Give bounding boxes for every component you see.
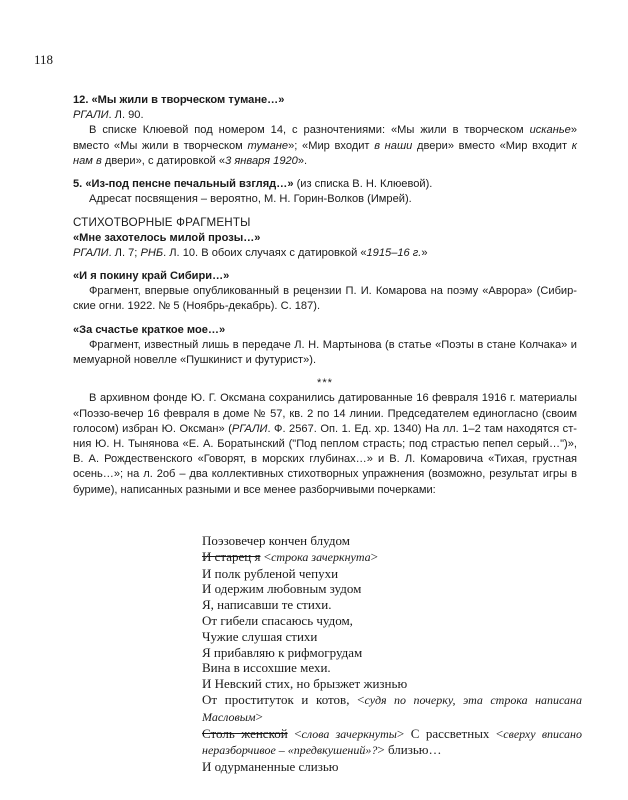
entry-note: Адресат посвящения – вероятно, М. Н. Горин-Волков (Имрей). <box>89 193 412 206</box>
poem-line <box>202 566 582 582</box>
poem-line <box>202 597 582 613</box>
entry-title-line: 5. «Из-под пенсне печальный взгляд…» (из списка В. Н. Клюевой). <box>73 178 433 191</box>
poem-line <box>202 726 582 760</box>
fragment-title: «И я покину край Сибири…» <box>73 270 230 283</box>
entry-5 <box>73 177 577 207</box>
struck-text: И старец я <box>202 548 261 564</box>
struck-text: Столь женской <box>202 725 288 741</box>
verse-text: И одурманенные слизью <box>202 759 339 775</box>
poem-line <box>202 629 582 645</box>
entry-title: 12. «Мы жили в творческом тумане…» <box>73 94 285 106</box>
italic-run: РГАЛИ <box>231 422 268 435</box>
verse-text: < <box>260 548 272 564</box>
verse-text: < <box>287 725 302 741</box>
verse-text: Я, написавши те стихи. <box>202 597 332 613</box>
editor-note: судя по почерку, эта строка написана Масловым <box>202 692 582 724</box>
poem-line <box>202 759 582 775</box>
italic-run: к нам в <box>73 139 578 167</box>
italic-run: 3 января 1920 <box>225 154 298 167</box>
page-number: 118 <box>34 52 54 67</box>
separator: *** <box>317 377 333 390</box>
poem-line <box>202 645 582 661</box>
fragment-title: «За счастье краткое мое…» <box>73 323 226 336</box>
italic-run: РНБ <box>140 246 164 259</box>
poem-line <box>202 533 582 549</box>
italic-run: 1915–16 г. <box>366 246 422 259</box>
italic-run: тумане <box>247 139 289 152</box>
text-run: » <box>421 246 428 259</box>
text-run: В списке Клюевой под номером 14, с разночтениями: «Мы жили в творческом <box>89 124 530 137</box>
fragment-note <box>73 246 577 261</box>
verse-text: Вина в иссохшие мехи. <box>202 660 331 676</box>
page-content <box>73 93 577 498</box>
verse-text: И одержим любовным зудом <box>202 581 362 597</box>
fragment-note: Фрагмент, впервые опубликованный в рецензии П. И. Комарова на поэму «Аврора» (Сибирские огни. 1922. № 5 (Ноябрь-декабрь). С. 187). <box>73 285 577 313</box>
text-run: . Л. 10. В обоих случаях с датировкой « <box>163 246 367 259</box>
italic-run: РГАЛИ <box>73 246 109 259</box>
fragment-1 <box>73 231 577 261</box>
poem-line <box>202 581 582 597</box>
verse-text: И полк рубленой чепухи <box>202 565 339 581</box>
editor-note: сверху вписано неразборчивое – «предвкушений»? <box>202 726 582 758</box>
verse-text: > близью… <box>377 742 442 758</box>
verse-text: Поэзовечер кончен блудом <box>202 533 350 548</box>
verse-text: Я прибавляю к рифмогрудам <box>202 644 363 660</box>
fragment-title: «Мне захотелось милой прозы…» <box>73 231 261 244</box>
text-run: двери» вместо «Мир входит <box>412 139 572 152</box>
text-run: ». <box>297 154 308 167</box>
text-run: »; «Мир входит <box>288 139 375 152</box>
poem-line <box>202 613 582 629</box>
text-run: В архивном фонде Ю. Г. Оксмана сохранились датированные 16 февраля 1916 г. материалы «Поэзо-вечер 16 февраля в доме № 57, кв. 2 по 14 линии. Председателем единогласно (своим голосом) избран Ю. Оксман» ( <box>73 392 577 435</box>
poem-line <box>202 676 582 692</box>
entry-12 <box>73 93 577 169</box>
editor-note: слова зачеркнуты <box>301 726 397 741</box>
fragment-note: Фрагмент, известный лишь в передаче Л. Н. Мартынова (в статье «Поэты в стане Колчака» и мемуарной новелле «Пушкинист и футурист»). <box>73 338 577 367</box>
poem-line <box>202 660 582 676</box>
verse-text: И Невский стих, но брызжет жизнью <box>202 676 408 692</box>
fragment-2 <box>73 269 577 315</box>
poem-line <box>202 692 582 726</box>
editor-note: строка зачеркнута <box>271 549 371 564</box>
verse-text: Чужие слушая стихи <box>202 628 318 644</box>
verse-text: От гибели спасаюсь чудом, <box>202 612 353 628</box>
verse-text: От проституток и котов, < <box>202 691 365 707</box>
entry-note <box>73 123 577 169</box>
verse-text: > С рассветных < <box>396 725 504 741</box>
verse-text: > <box>370 548 379 564</box>
poem-line <box>202 549 582 566</box>
archive-paragraph <box>73 391 577 497</box>
verse-text: > <box>255 708 263 724</box>
entry-source: РГАЛИ. Л. 90. <box>73 109 144 122</box>
section-heading: СТИХОТВОРНЫЕ ФРАГМЕНТЫ <box>73 216 251 230</box>
text-run: . Л. 7; <box>108 246 141 259</box>
text-run: . Ф. 2567. Оп. 1. Ед. хр. 1340) На лл. 1–2 там находятся ст-ния Ю. Н. Тынянова «Е. А. Боратынский ("Под пеплом страсть; под страстью пепел серый…")», В. А. Рождественского «Говорят, в морских глубинах…» и В. Л. Комаровича «Тихая, грустная осень…»; на л. 2об – два коллективных стихотворных упражнения (возможно, результат игры в буриме), написанных разными и все менее разборчивыми почерками: <box>73 422 577 496</box>
italic-run: исканье <box>529 124 571 137</box>
text-run: двери», с датировкой « <box>101 154 226 167</box>
italic-run: в наши <box>374 139 413 152</box>
fragment-3 <box>73 323 577 369</box>
poem <box>202 533 582 775</box>
text-run: » вместо «Мы жили в творческом <box>73 124 577 152</box>
